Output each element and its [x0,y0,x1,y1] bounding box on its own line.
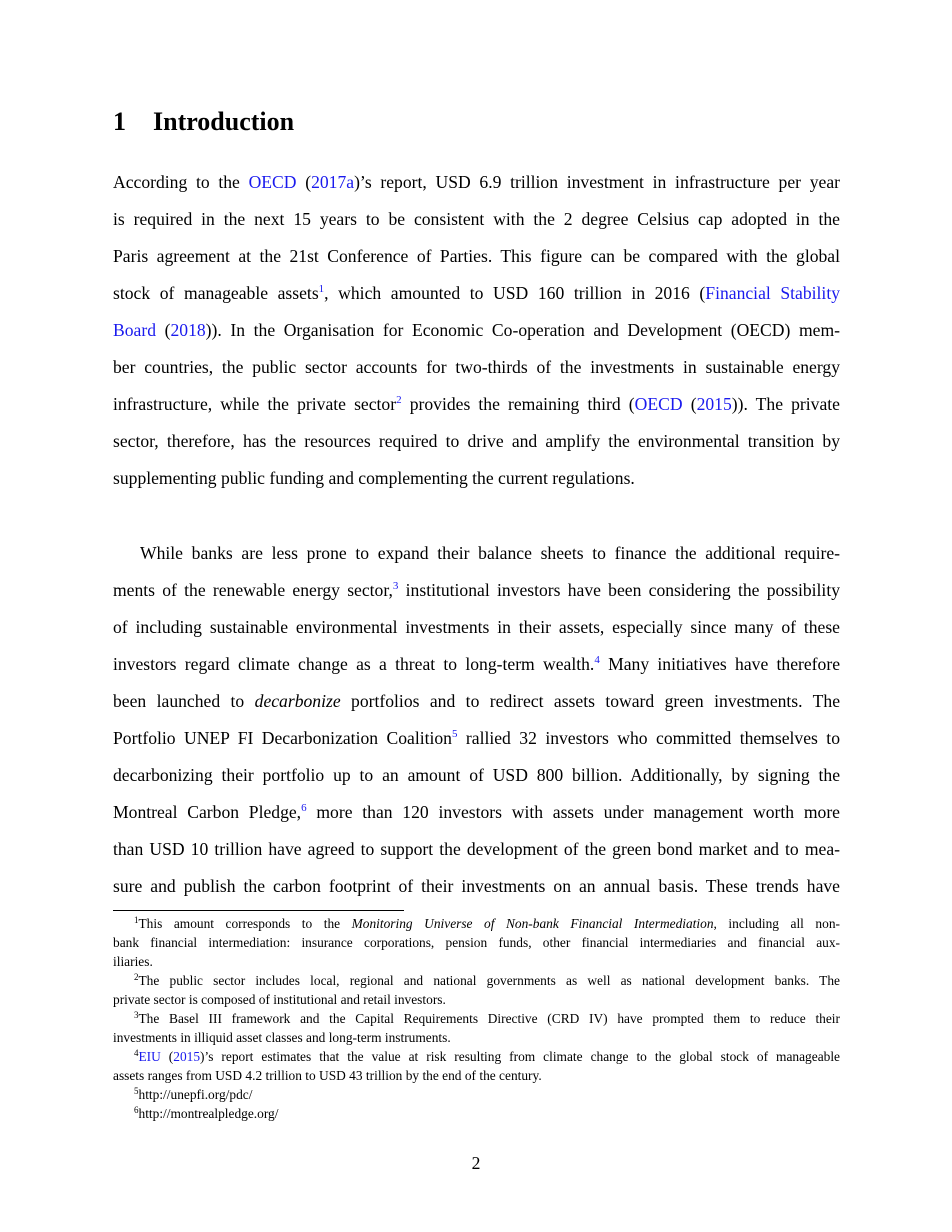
footnote-number: 2 [134,972,139,982]
footnote-marker[interactable]: 6 [301,802,307,814]
footnote-3: $^3$The Basel III framework and the Capital Requirements Directive (CRD IV) have prompted them to reduce their [134,1010,840,1026]
footnote-5 [134,1085,840,1104]
footnote-2: $^2$The public sector includes local, regional and national governments as well as national development banks. The [134,972,840,988]
paragraph-1-line: infrastructure, while the private sector$^2$ provides the remaining third (OECD (2015)). The private [113,394,840,414]
footnote-separator [113,910,404,911]
citation-link[interactable]: EIU [138,1049,161,1064]
citation-year-link[interactable]: 2015 [696,394,732,414]
paragraph-2-line: While banks are less prone to expand their balance sheets to finance the additional require- [140,543,840,563]
footnote-6 [134,1104,840,1123]
footnote-2-line: private sector is composed of institutional and retail investors. [113,992,446,1007]
footnote-4-line: assets ranges from USD 4.2 trillion to USD 43 trillion by the end of the century. [113,1068,542,1083]
paragraph-2-line: sure and publish the carbon footprint of their investments on an annual basis. These trends have [113,876,840,896]
footnote-1-line: iliaries. [113,954,153,969]
footnote-number: 1 [134,915,139,925]
footnote-marker[interactable]: 2 [396,394,402,406]
paragraph-2-line: decarbonizing their portfolio up to an amount of USD 800 billion. Additionally, by signing the [113,765,840,785]
footnote-number: 5 [134,1086,139,1096]
paragraph-2-line: been launched to decarbonize portfolios and to redirect assets toward green investments. The [113,691,840,711]
section-title: Introduction [153,107,295,136]
footnote-url[interactable]: http://montrealpledge.org/ [138,1106,279,1121]
citation-year-link[interactable]: 2015 [173,1049,201,1064]
paragraph-1-line: Paris agreement at the 21st Conference of Parties. This figure can be compared with the global [113,246,840,266]
footnote-4: $^4$EIU (2015)’s report estimates that the value at risk resulting from climate change to the global stock of manageable [134,1048,840,1064]
citation-link[interactable]: OECD [248,172,297,192]
footnote-marker[interactable]: 1 [318,283,325,295]
paragraph-1-line: ber countries, the public sector accounts for two-thirds of the investments in sustainable energy [113,357,840,377]
footnote-number: 6 [134,1105,139,1115]
paragraph-2-line: Portfolio UNEP FI Decarbonization Coalition$^5$ rallied 32 investors who committed themselves to [113,728,840,748]
paragraph-2-line: Montreal Carbon Pledge,$^6$ more than 120 investors with assets under management worth more [113,802,840,822]
footnote-marker[interactable]: 4 [594,654,600,666]
paragraph-1-line: supplementing public funding and complementing the current regulations. [113,468,635,488]
paragraph-2-line: of including sustainable environmental investments in their assets, especially since many of these [113,617,840,637]
paragraph-1-line: According to the OECD (2017a)’s report, USD 6.9 trillion investment in infrastructure per year [113,172,840,192]
citation-link[interactable]: Financial Stability [705,283,840,303]
footnote-number: 4 [134,1048,139,1058]
citation-year-link[interactable]: 2017a [311,172,355,192]
paragraph-1-line: Board (2018)). In the Organisation for Economic Co-operation and Development (OECD) mem- [113,320,840,340]
section-heading [113,104,294,140]
paragraph-1-line: is required in the next 15 years to be consistent with the 2 degree Celsius cap adopted in the [113,209,840,229]
paragraph-2-line: ments of the renewable energy sector,$^3$ institutional investors have been considering the possibility [113,580,841,600]
footnote-marker[interactable]: 3 [392,580,399,592]
footnote-1-line: bank financial intermediation: insurance corporations, pension funds, other financial intermediaries and financial aux- [113,935,840,950]
section-number: 1 [113,107,126,136]
footnote-number: 3 [134,1010,139,1020]
paragraph-2-line: than USD 10 trillion have agreed to support the development of the green bond market and to mea- [113,839,840,859]
citation-link[interactable]: OECD [634,394,683,414]
footnote-1: $^1$This amount corresponds to the Monitoring Universe of Non-bank Financial Intermediation, including all non- [134,915,840,931]
citation-link[interactable]: Board [113,320,156,340]
page-number: 2 [471,1153,481,1173]
emphasized-term: decarbonize [254,691,341,711]
footnote-url[interactable]: http://unepfi.org/pdc/ [138,1087,253,1102]
paragraph-1-line: sector, therefore, has the resources required to drive and amplify the environmental transition by [113,431,840,451]
paragraph-1-line: stock of manageable assets$^1$, which amounted to USD 160 trillion in 2016 (Financial Stability [113,283,840,303]
paragraph-2-line: investors regard climate change as a threat to long-term wealth.$^4$ Many initiatives have therefore [113,654,840,674]
footnote-3-line: investments in illiquid asset classes and long-term instruments. [113,1030,451,1045]
footnote-marker[interactable]: 5 [451,728,458,740]
citation-year-link[interactable]: 2018 [170,320,206,340]
